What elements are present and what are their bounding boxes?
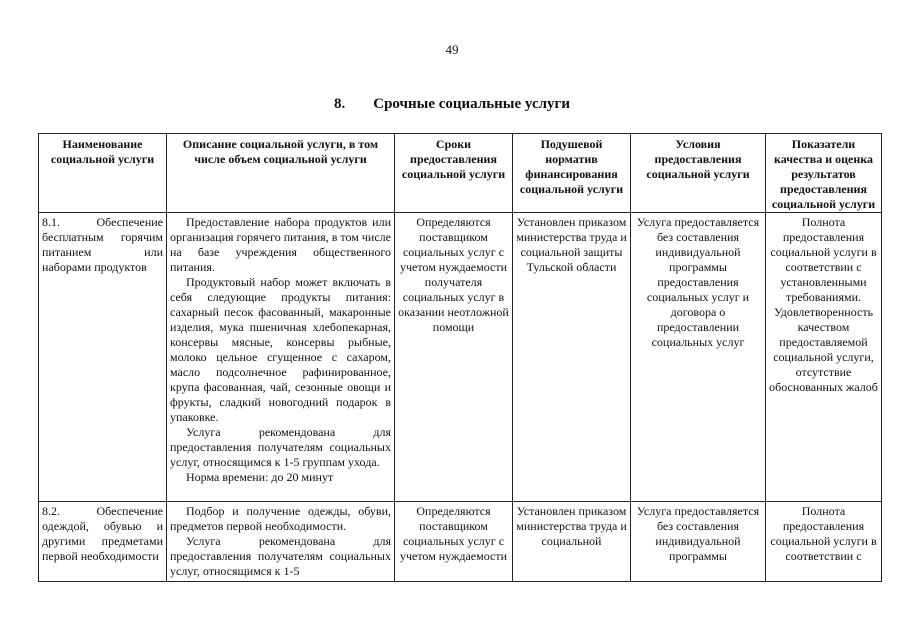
header-terms: Сроки предоставления социальной услуги [395,134,513,213]
service-terms: Определяются поставщиком социальных услуг с учетом нуждаемости [395,502,513,582]
service-quality: Полнота предоставления социальной услуги в соответствии с [766,502,882,582]
header-norm: Подушевой норматив финансирования социальной услуги [513,134,631,213]
service-norm: Установлен приказом министерства труда и социальной [513,502,631,582]
service-description [167,502,395,582]
service-norm: Установлен приказом министерства труда и социальной защиты Тульской области [513,213,631,502]
service-terms: Определяются поставщиком социальных услуг с учетом нуждаемости получателя социальных услуг в оказании неотложной помощи [395,213,513,502]
description-paragraph: Предоставление набора продуктов или организация горячего питания, в том числе на базе учреждения общественного питания. [170,215,391,274]
description-paragraph: Услуга рекомендована для предоставления получателям социальных услуг, относящимся к 1-5 [170,534,391,578]
page-number: 49 [445,42,459,57]
service-conditions: Услуга предоставляется без составления индивидуальной программы [631,502,766,582]
table-row [39,502,882,582]
table-row [39,213,882,502]
service-conditions: Услуга предоставляется без составления индивидуальной программы предоставления социальных услуг и договора о предоставлении социальных услуг [631,213,766,502]
service-name: 8.1. Обеспечение бесплатным горячим питанием или наборами продуктов [39,213,167,502]
description-paragraph: Продуктовый набор может включать в себя следующие продукты питания: сахарный песок фасованный, макаронные изделия, мука пшеничная хлебопекарная, консервы мясные, консервы рыбные, молоко цельное сгущенное с сахаром, масло подсолнечное рафинированное, крупа фасованная, чай, сезонные овощи и фрукты, сладкий новогодний подарок в упаковке. [170,275,391,424]
description-paragraph: Услуга рекомендована для предоставления получателям социальных услуг, относящимся к 1-5 группам ухода. [170,425,391,469]
header-description: Описание социальной услуги, в том числе объем социальной услуги [167,134,395,213]
description-paragraph: Подбор и получение одежды, обуви, предметов первой необходимости. [170,504,391,533]
service-name: 8.2. Обеспечение одеждой, обувью и другими предметами первой необходимости [39,502,167,582]
header-conditions: Условия предоставления социальной услуги [631,134,766,213]
section-number: 8. [333,96,346,112]
header-quality: Показатели качества и оценка результатов предоставления социальной услуги [766,134,882,213]
services-table [38,133,882,582]
section-title-text: Срочные социальные услуги [373,96,570,112]
description-paragraph: Норма времени: до 20 минут [186,470,334,484]
service-quality: Полнота предоставления социальной услуги в соответствии с установленными требованиями. Удовлетворенность качеством предоставляемой социальной услуги, отсутствие обоснованных жалоб [766,213,882,502]
section-title [0,96,904,113]
table-header-row [39,134,882,213]
header-name: Наименование социальной услуги [39,134,167,213]
service-description [167,213,395,502]
